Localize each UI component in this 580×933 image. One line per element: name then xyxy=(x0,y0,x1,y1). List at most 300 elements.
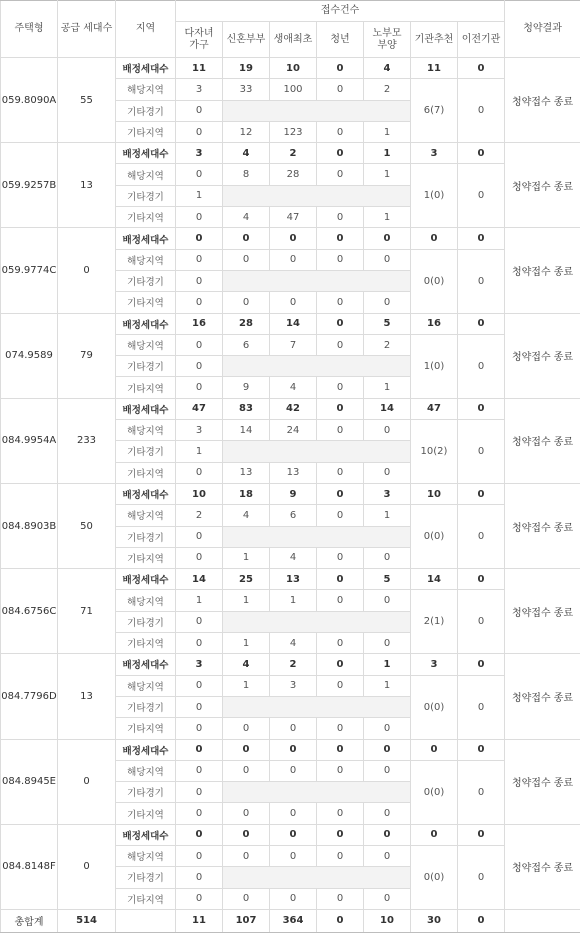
table-row xyxy=(1,739,580,760)
institution-apps-cell: 0(0) xyxy=(411,505,458,569)
local-value-cell: 0 xyxy=(317,845,364,866)
local-value-cell: 0 xyxy=(270,845,317,866)
other-value-cell: 0 xyxy=(223,718,270,739)
local-value-cell: 0 xyxy=(176,760,223,781)
header-institution: 기관추천 xyxy=(411,22,458,58)
local-value-cell: 1 xyxy=(364,675,411,696)
local-value-cell: 3 xyxy=(270,675,317,696)
row-label-alloc: 배정세대수 xyxy=(116,739,176,760)
header-first-life: 생애최초 xyxy=(270,22,317,58)
total-value-cell: 30 xyxy=(411,909,458,932)
alloc-value-cell: 83 xyxy=(223,398,270,419)
relocation-alloc-cell: 0 xyxy=(458,313,505,334)
result-cell: 청약접수 종료 xyxy=(505,824,580,909)
header-multi-child xyxy=(176,22,223,58)
total-supply: 514 xyxy=(58,909,116,932)
institution-alloc-cell: 0 xyxy=(411,228,458,249)
blank-cell xyxy=(223,100,411,121)
total-region-blank xyxy=(116,909,176,932)
table-row xyxy=(1,824,580,845)
alloc-value-cell: 1 xyxy=(364,654,411,675)
local-value-cell: 0 xyxy=(317,505,364,526)
row-label-gyeonggi: 기타경기 xyxy=(116,270,176,291)
other-value-cell: 0 xyxy=(317,888,364,909)
local-value-cell: 6 xyxy=(223,334,270,355)
other-value-cell: 47 xyxy=(270,207,317,228)
local-value-cell: 2 xyxy=(364,334,411,355)
other-value-cell: 1 xyxy=(364,121,411,142)
other-value-cell: 0 xyxy=(270,888,317,909)
row-label-gyeonggi: 기타경기 xyxy=(116,867,176,888)
alloc-value-cell: 14 xyxy=(364,398,411,419)
other-value-cell: 0 xyxy=(364,633,411,654)
row-label-other: 기타지역 xyxy=(116,633,176,654)
other-value-cell: 13 xyxy=(270,462,317,483)
other-value-cell: 0 xyxy=(317,207,364,228)
local-value-cell: 0 xyxy=(176,164,223,185)
total-label: 총합계 xyxy=(1,909,58,932)
supply-units-cell: 79 xyxy=(58,313,116,398)
local-value-cell: 4 xyxy=(223,505,270,526)
supply-units-cell: 233 xyxy=(58,398,116,483)
local-value-cell: 0 xyxy=(317,590,364,611)
house-type-cell: 084.9954A xyxy=(1,398,58,483)
header-house-type: 주택형 xyxy=(1,1,58,58)
alloc-value-cell: 3 xyxy=(176,143,223,164)
local-value-cell: 3 xyxy=(176,420,223,441)
alloc-value-cell: 47 xyxy=(176,398,223,419)
row-label-local: 해당지역 xyxy=(116,334,176,355)
local-value-cell: 100 xyxy=(270,79,317,100)
alloc-value-cell: 0 xyxy=(317,654,364,675)
institution-alloc-cell: 11 xyxy=(411,58,458,79)
alloc-value-cell: 4 xyxy=(223,654,270,675)
local-value-cell: 6 xyxy=(270,505,317,526)
house-type-cell: 074.9589 xyxy=(1,313,58,398)
gyeonggi-value-cell: 0 xyxy=(176,696,223,717)
header-region: 지역 xyxy=(116,1,176,58)
header-result: 청약결과 xyxy=(505,1,580,58)
local-value-cell: 0 xyxy=(176,249,223,270)
header-applications: 접수건수 xyxy=(176,1,505,22)
row-label-local: 해당지역 xyxy=(116,505,176,526)
other-value-cell: 0 xyxy=(364,547,411,568)
other-value-cell: 4 xyxy=(270,547,317,568)
other-value-cell: 0 xyxy=(317,633,364,654)
other-value-cell: 0 xyxy=(270,803,317,824)
alloc-value-cell: 0 xyxy=(176,739,223,760)
institution-apps-cell: 0(0) xyxy=(411,675,458,739)
local-value-cell: 2 xyxy=(364,79,411,100)
gyeonggi-value-cell: 1 xyxy=(176,185,223,206)
relocation-alloc-cell: 0 xyxy=(458,143,505,164)
local-value-cell: 1 xyxy=(364,505,411,526)
header-supply-units: 공급 세대수 xyxy=(58,1,116,58)
row-label-gyeonggi: 기타경기 xyxy=(116,611,176,632)
row-label-local: 해당지역 xyxy=(116,590,176,611)
local-value-cell: 24 xyxy=(270,420,317,441)
row-label-local: 해당지역 xyxy=(116,675,176,696)
alloc-value-cell: 19 xyxy=(223,58,270,79)
institution-apps-cell: 1(0) xyxy=(411,334,458,398)
supply-units-cell: 0 xyxy=(58,824,116,909)
gyeonggi-value-cell: 0 xyxy=(176,782,223,803)
other-value-cell: 4 xyxy=(223,207,270,228)
alloc-value-cell: 0 xyxy=(364,739,411,760)
table-row xyxy=(1,228,580,249)
table-row xyxy=(1,654,580,675)
alloc-value-cell: 0 xyxy=(223,739,270,760)
alloc-value-cell: 14 xyxy=(270,313,317,334)
blank-cell xyxy=(223,356,411,377)
other-value-cell: 0 xyxy=(317,462,364,483)
supply-units-cell: 50 xyxy=(58,483,116,568)
other-value-cell: 9 xyxy=(223,377,270,398)
blank-cell xyxy=(223,611,411,632)
alloc-value-cell: 0 xyxy=(176,824,223,845)
row-label-local: 해당지역 xyxy=(116,420,176,441)
supply-units-cell: 13 xyxy=(58,143,116,228)
other-value-cell: 0 xyxy=(176,888,223,909)
other-value-cell: 0 xyxy=(270,292,317,313)
result-cell: 청약접수 종료 xyxy=(505,739,580,824)
header-newlywed: 신혼부부 xyxy=(223,22,270,58)
other-value-cell: 0 xyxy=(364,718,411,739)
institution-apps-cell: 0(0) xyxy=(411,249,458,313)
relocation-apps-cell: 0 xyxy=(458,845,505,909)
alloc-value-cell: 0 xyxy=(270,824,317,845)
header-multi-child-line1: 다자녀 xyxy=(185,28,214,39)
local-value-cell: 0 xyxy=(364,420,411,441)
institution-apps-cell: 6(7) xyxy=(411,79,458,143)
local-value-cell: 0 xyxy=(317,334,364,355)
row-label-local: 해당지역 xyxy=(116,845,176,866)
gyeonggi-value-cell: 0 xyxy=(176,867,223,888)
total-row xyxy=(1,909,580,932)
row-label-other: 기타지역 xyxy=(116,718,176,739)
local-value-cell: 0 xyxy=(317,249,364,270)
institution-alloc-cell: 3 xyxy=(411,143,458,164)
alloc-value-cell: 1 xyxy=(364,143,411,164)
relocation-alloc-cell: 0 xyxy=(458,569,505,590)
alloc-value-cell: 0 xyxy=(364,824,411,845)
other-value-cell: 0 xyxy=(223,292,270,313)
institution-apps-cell: 0(0) xyxy=(411,845,458,909)
alloc-value-cell: 14 xyxy=(176,569,223,590)
total-result-blank xyxy=(505,909,580,932)
table-row xyxy=(1,483,580,504)
row-label-gyeonggi: 기타경기 xyxy=(116,526,176,547)
local-value-cell: 28 xyxy=(270,164,317,185)
result-cell: 청약접수 종료 xyxy=(505,313,580,398)
local-value-cell: 0 xyxy=(317,420,364,441)
local-value-cell: 0 xyxy=(364,590,411,611)
other-value-cell: 0 xyxy=(223,888,270,909)
house-type-cell: 084.8148F xyxy=(1,824,58,909)
row-label-alloc: 배정세대수 xyxy=(116,569,176,590)
total-value-cell: 107 xyxy=(223,909,270,932)
other-value-cell: 1 xyxy=(223,633,270,654)
alloc-value-cell: 42 xyxy=(270,398,317,419)
relocation-apps-cell: 0 xyxy=(458,760,505,824)
other-value-cell: 1 xyxy=(223,547,270,568)
result-cell: 청약접수 종료 xyxy=(505,58,580,143)
alloc-value-cell: 0 xyxy=(317,228,364,249)
alloc-value-cell: 2 xyxy=(270,654,317,675)
other-value-cell: 0 xyxy=(270,718,317,739)
result-cell: 청약접수 종료 xyxy=(505,143,580,228)
other-value-cell: 4 xyxy=(270,377,317,398)
header-relocation: 이전기관 xyxy=(458,22,505,58)
alloc-value-cell: 0 xyxy=(317,398,364,419)
other-value-cell: 0 xyxy=(176,547,223,568)
local-value-cell: 33 xyxy=(223,79,270,100)
other-value-cell: 0 xyxy=(317,547,364,568)
alloc-value-cell: 4 xyxy=(223,143,270,164)
other-value-cell: 0 xyxy=(364,292,411,313)
relocation-apps-cell: 0 xyxy=(458,420,505,484)
institution-apps-cell: 2(1) xyxy=(411,590,458,654)
other-value-cell: 123 xyxy=(270,121,317,142)
local-value-cell: 0 xyxy=(270,760,317,781)
relocation-apps-cell: 0 xyxy=(458,249,505,313)
alloc-value-cell: 16 xyxy=(176,313,223,334)
table-header xyxy=(1,1,580,58)
table-row xyxy=(1,58,580,79)
alloc-value-cell: 0 xyxy=(317,739,364,760)
row-label-other: 기타지역 xyxy=(116,803,176,824)
blank-cell xyxy=(223,526,411,547)
supply-units-cell: 71 xyxy=(58,569,116,654)
local-value-cell: 0 xyxy=(176,334,223,355)
table-row xyxy=(1,398,580,419)
house-type-cell: 084.8945E xyxy=(1,739,58,824)
relocation-alloc-cell: 0 xyxy=(458,654,505,675)
institution-alloc-cell: 14 xyxy=(411,569,458,590)
row-label-other: 기타지역 xyxy=(116,292,176,313)
relocation-alloc-cell: 0 xyxy=(458,824,505,845)
other-value-cell: 13 xyxy=(223,462,270,483)
alloc-value-cell: 0 xyxy=(317,58,364,79)
house-type-cell: 059.9257B xyxy=(1,143,58,228)
row-label-alloc: 배정세대수 xyxy=(116,313,176,334)
local-value-cell: 14 xyxy=(223,420,270,441)
gyeonggi-value-cell: 0 xyxy=(176,356,223,377)
total-value-cell: 0 xyxy=(458,909,505,932)
local-value-cell: 0 xyxy=(317,164,364,185)
other-value-cell: 0 xyxy=(317,718,364,739)
institution-alloc-cell: 0 xyxy=(411,739,458,760)
alloc-value-cell: 11 xyxy=(176,58,223,79)
alloc-value-cell: 10 xyxy=(270,58,317,79)
alloc-value-cell: 18 xyxy=(223,483,270,504)
row-label-alloc: 배정세대수 xyxy=(116,824,176,845)
gyeonggi-value-cell: 0 xyxy=(176,270,223,291)
local-value-cell: 0 xyxy=(317,760,364,781)
header-elderly xyxy=(364,22,411,58)
relocation-alloc-cell: 0 xyxy=(458,739,505,760)
other-value-cell: 0 xyxy=(364,462,411,483)
relocation-alloc-cell: 0 xyxy=(458,483,505,504)
row-label-local: 해당지역 xyxy=(116,249,176,270)
supply-units-cell: 0 xyxy=(58,739,116,824)
relocation-alloc-cell: 0 xyxy=(458,58,505,79)
alloc-value-cell: 0 xyxy=(317,313,364,334)
institution-alloc-cell: 0 xyxy=(411,824,458,845)
supply-units-cell: 13 xyxy=(58,654,116,739)
row-label-local: 해당지역 xyxy=(116,760,176,781)
local-value-cell: 0 xyxy=(317,79,364,100)
alloc-value-cell: 9 xyxy=(270,483,317,504)
row-label-alloc: 배정세대수 xyxy=(116,483,176,504)
alloc-value-cell: 0 xyxy=(223,824,270,845)
blank-cell xyxy=(223,867,411,888)
other-value-cell: 0 xyxy=(317,292,364,313)
other-value-cell: 0 xyxy=(364,888,411,909)
other-value-cell: 1 xyxy=(364,207,411,228)
relocation-apps-cell: 0 xyxy=(458,675,505,739)
local-value-cell: 1 xyxy=(223,590,270,611)
blank-cell xyxy=(223,782,411,803)
local-value-cell: 0 xyxy=(317,675,364,696)
row-label-gyeonggi: 기타경기 xyxy=(116,100,176,121)
local-value-cell: 0 xyxy=(223,249,270,270)
result-cell: 청약접수 종료 xyxy=(505,569,580,654)
blank-cell xyxy=(223,270,411,291)
row-label-alloc: 배정세대수 xyxy=(116,228,176,249)
table-row xyxy=(1,143,580,164)
row-label-other: 기타지역 xyxy=(116,888,176,909)
row-label-alloc: 배정세대수 xyxy=(116,58,176,79)
blank-cell xyxy=(223,696,411,717)
alloc-value-cell: 25 xyxy=(223,569,270,590)
row-label-other: 기타지역 xyxy=(116,462,176,483)
alloc-value-cell: 3 xyxy=(176,654,223,675)
row-label-gyeonggi: 기타경기 xyxy=(116,696,176,717)
relocation-apps-cell: 0 xyxy=(458,164,505,228)
row-label-local: 해당지역 xyxy=(116,79,176,100)
local-value-cell: 0 xyxy=(223,760,270,781)
local-value-cell: 0 xyxy=(176,675,223,696)
row-label-other: 기타지역 xyxy=(116,207,176,228)
other-value-cell: 12 xyxy=(223,121,270,142)
local-value-cell: 0 xyxy=(364,845,411,866)
local-value-cell: 0 xyxy=(223,845,270,866)
blank-cell xyxy=(223,441,411,462)
local-value-cell: 1 xyxy=(364,164,411,185)
local-value-cell: 1 xyxy=(176,590,223,611)
local-value-cell: 3 xyxy=(176,79,223,100)
header-multi-child-line2: 가구 xyxy=(189,40,208,51)
other-value-cell: 0 xyxy=(176,121,223,142)
alloc-value-cell: 28 xyxy=(223,313,270,334)
row-label-other: 기타지역 xyxy=(116,547,176,568)
result-cell: 청약접수 종료 xyxy=(505,483,580,568)
result-cell: 청약접수 종료 xyxy=(505,398,580,483)
row-label-other: 기타지역 xyxy=(116,121,176,142)
row-label-alloc: 배정세대수 xyxy=(116,143,176,164)
total-value-cell: 364 xyxy=(270,909,317,932)
total-value-cell: 11 xyxy=(176,909,223,932)
local-value-cell: 1 xyxy=(270,590,317,611)
table-row xyxy=(1,313,580,334)
relocation-apps-cell: 0 xyxy=(458,505,505,569)
house-type-cell: 059.9774C xyxy=(1,228,58,313)
other-value-cell: 0 xyxy=(176,803,223,824)
alloc-value-cell: 0 xyxy=(270,228,317,249)
alloc-value-cell: 0 xyxy=(176,228,223,249)
relocation-alloc-cell: 0 xyxy=(458,228,505,249)
institution-apps-cell: 1(0) xyxy=(411,164,458,228)
result-cell: 청약접수 종료 xyxy=(505,654,580,739)
local-value-cell: 8 xyxy=(223,164,270,185)
house-type-cell: 084.8903B xyxy=(1,483,58,568)
house-type-cell: 084.6756C xyxy=(1,569,58,654)
local-value-cell: 2 xyxy=(176,505,223,526)
other-value-cell: 1 xyxy=(364,377,411,398)
alloc-value-cell: 0 xyxy=(317,569,364,590)
table-row xyxy=(1,569,580,590)
row-label-gyeonggi: 기타경기 xyxy=(116,185,176,206)
local-value-cell: 1 xyxy=(223,675,270,696)
alloc-value-cell: 0 xyxy=(223,228,270,249)
other-value-cell: 0 xyxy=(317,377,364,398)
alloc-value-cell: 5 xyxy=(364,313,411,334)
relocation-apps-cell: 0 xyxy=(458,79,505,143)
local-value-cell: 0 xyxy=(364,249,411,270)
alloc-value-cell: 0 xyxy=(364,228,411,249)
institution-apps-cell: 0(0) xyxy=(411,760,458,824)
header-elderly-line2: 부양 xyxy=(377,40,396,51)
other-value-cell: 0 xyxy=(176,292,223,313)
alloc-value-cell: 13 xyxy=(270,569,317,590)
row-label-gyeonggi: 기타경기 xyxy=(116,356,176,377)
institution-alloc-cell: 47 xyxy=(411,398,458,419)
local-value-cell: 0 xyxy=(176,845,223,866)
institution-apps-cell: 10(2) xyxy=(411,420,458,484)
other-value-cell: 4 xyxy=(270,633,317,654)
alloc-value-cell: 0 xyxy=(317,143,364,164)
other-value-cell: 0 xyxy=(223,803,270,824)
total-value-cell: 0 xyxy=(317,909,364,932)
local-value-cell: 0 xyxy=(364,760,411,781)
row-label-local: 해당지역 xyxy=(116,164,176,185)
row-label-other: 기타지역 xyxy=(116,377,176,398)
gyeonggi-value-cell: 0 xyxy=(176,611,223,632)
gyeonggi-value-cell: 0 xyxy=(176,526,223,547)
other-value-cell: 0 xyxy=(317,803,364,824)
alloc-value-cell: 0 xyxy=(317,824,364,845)
relocation-apps-cell: 0 xyxy=(458,590,505,654)
header-youth: 청년 xyxy=(317,22,364,58)
supply-units-cell: 0 xyxy=(58,228,116,313)
other-value-cell: 0 xyxy=(176,377,223,398)
relocation-apps-cell: 0 xyxy=(458,334,505,398)
institution-alloc-cell: 3 xyxy=(411,654,458,675)
local-value-cell: 7 xyxy=(270,334,317,355)
alloc-value-cell: 0 xyxy=(270,739,317,760)
result-cell: 청약접수 종료 xyxy=(505,228,580,313)
header-elderly-line1: 노부모 xyxy=(373,28,402,39)
other-value-cell: 0 xyxy=(317,121,364,142)
alloc-value-cell: 0 xyxy=(317,483,364,504)
alloc-value-cell: 5 xyxy=(364,569,411,590)
gyeonggi-value-cell: 1 xyxy=(176,441,223,462)
alloc-value-cell: 3 xyxy=(364,483,411,504)
row-label-alloc: 배정세대수 xyxy=(116,654,176,675)
alloc-value-cell: 4 xyxy=(364,58,411,79)
institution-alloc-cell: 16 xyxy=(411,313,458,334)
